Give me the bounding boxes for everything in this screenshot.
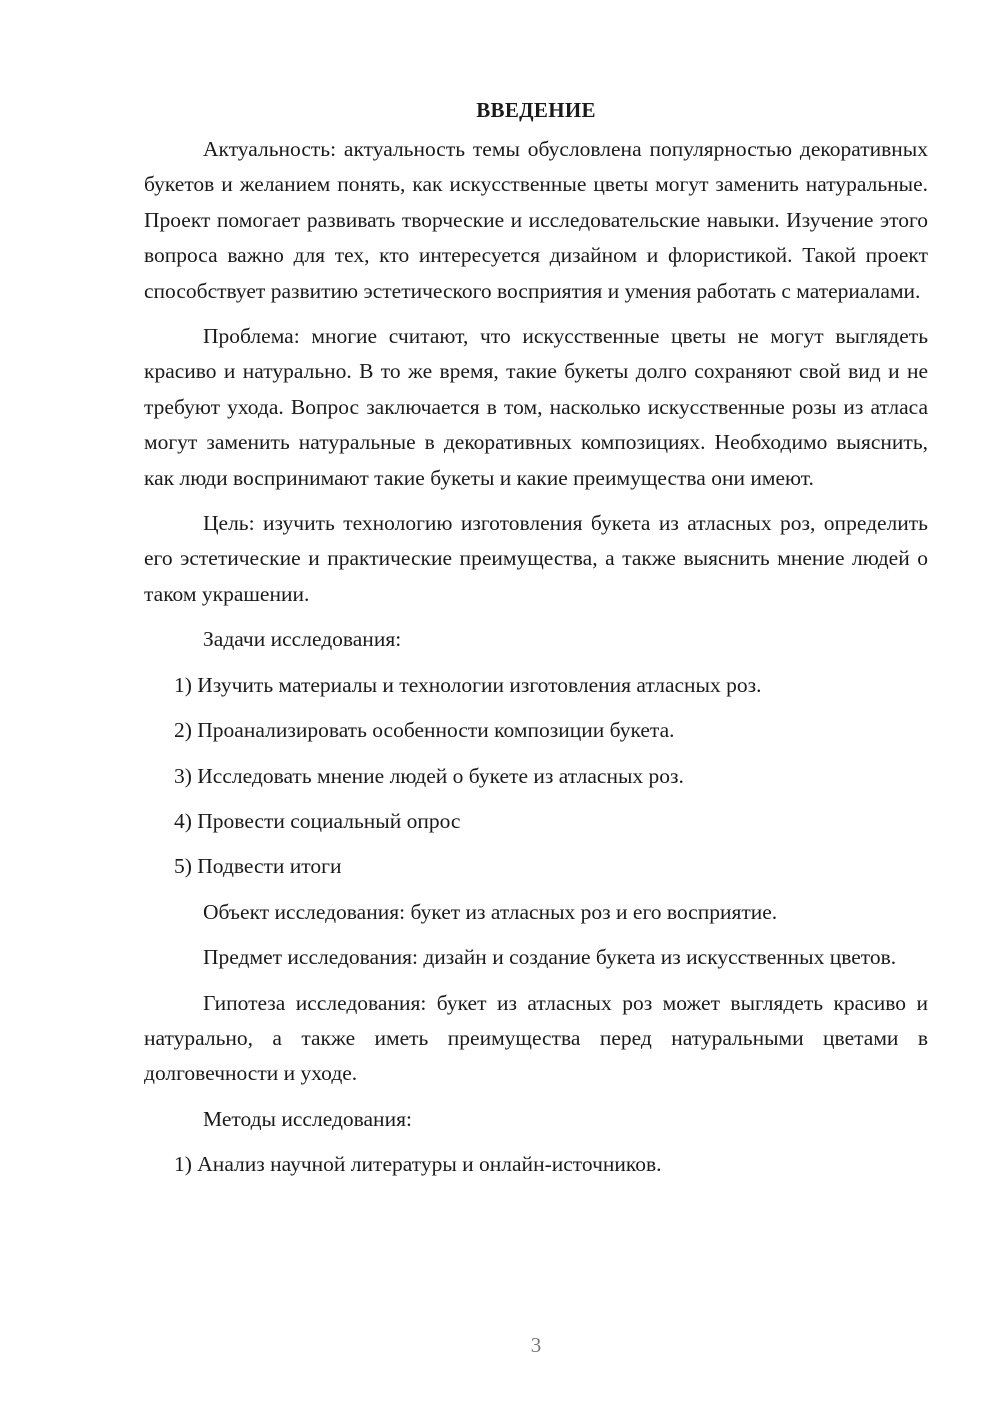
document-page: [144, 92, 928, 1193]
task-item: 1) Изучить материалы и технологии изготовления атласных роз.: [174, 672, 762, 697]
method-item: 1) Анализ научной литературы и онлайн-источников.: [174, 1152, 662, 1177]
problem-paragraph: Проблема: многие считают, что искусственные цветы не могут выглядеть красиво и натурально. В то же время, такие букеты долго сохраняют свой вид и не требуют ухода. Вопрос заключается в том, насколько искусственные розы из атласа могут заменить натуральные в декоративных композициях. Необходимо выяснить, как люди воспринимают такие букеты и какие преимущества они имеют.: [144, 324, 928, 490]
object-paragraph: Объект исследования: букет из атласных роз и его восприятие.: [203, 899, 778, 924]
hypothesis-paragraph: Гипотеза исследования: букет из атласных роз может выглядеть красиво и натурально, а также иметь преимущества перед натуральными цветами в долговечности и уходе.: [144, 990, 928, 1086]
relevance-paragraph: Актуальность: актуальность темы обусловлена популярностью декоративных букетов и желанием понять, как искусственные цветы могут заменить натуральные. Проект помогает развивать творческие и исследовательские навыки. Изучение этого вопроса важно для тех, кто интересуется дизайном и флористикой. Такой проект способствует развитию эстетического восприятия и умения работать с материалами.: [144, 137, 928, 303]
task-item: 3) Исследовать мнение людей о букете из атласных роз.: [174, 763, 684, 788]
page-number: 3: [530, 1333, 542, 1357]
section-heading: ВВЕДЕНИЕ: [476, 98, 596, 122]
subject-paragraph: Предмет исследования: дизайн и создание букета из искусственных цветов.: [203, 945, 897, 970]
task-item: 4) Провести социальный опрос: [174, 808, 461, 833]
tasks-title: Задачи исследования:: [203, 627, 402, 652]
methods-title: Методы исследования:: [203, 1106, 412, 1131]
task-item: 5) Подвести итоги: [174, 854, 342, 879]
task-item: 2) Проанализировать особенности композиции букета.: [174, 718, 675, 743]
goal-paragraph: Цель: изучить технологию изготовления букета из атласных роз, определить его эстетические и практические преимущества, а также выяснить мнение людей о таком украшении.: [144, 511, 928, 606]
